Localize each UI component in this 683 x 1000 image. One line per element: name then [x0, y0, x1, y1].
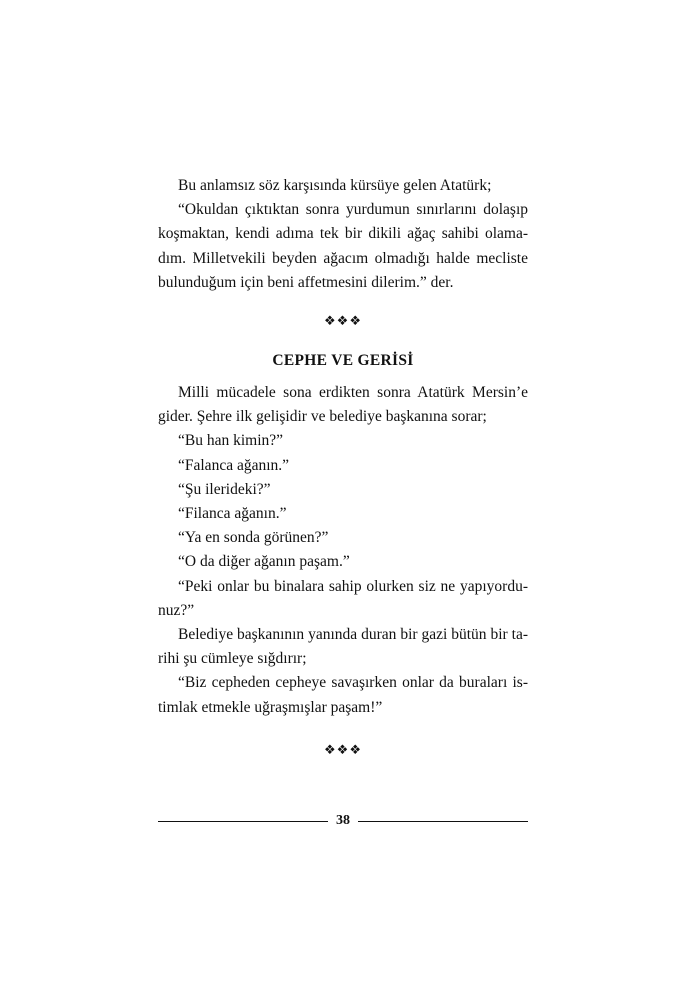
footer-rule-left [158, 821, 328, 822]
text-line: koşmaktan, kendi adıma tek bir dikili ağaç sahibi olama- [158, 225, 528, 243]
text-line: gider. Şehre ilk gelişidir ve belediye başkanına sorar; [158, 408, 487, 426]
text-line: “Falanca ağanın.” [178, 456, 290, 474]
page-body [158, 174, 528, 762]
section-divider-ornament: ❖❖❖ [324, 741, 362, 757]
text-line: “Bu han kimin?” [178, 432, 284, 450]
text-line: rihi şu cümleye sığdırır; [158, 650, 307, 668]
text-line: “Peki onlar bu binalara sahip olurken siz ne yapıyordu- [178, 577, 528, 595]
section-heading: CEPHE VE GERİSİ [272, 352, 414, 370]
text-line: “Ya en sonda görünen?” [178, 529, 329, 547]
text-line: timlak etmekle uğraşmışlar paşam!” [158, 698, 383, 716]
text-line: dım. Milletvekili beyden ağacım olmadığı halde mecliste [158, 249, 528, 267]
text-line: Belediye başkanının yanında duran bir gazi bütün bir ta- [178, 626, 528, 644]
text-line: Bu anlamsız söz karşısında kürsüye gelen Atatürk; [178, 177, 492, 194]
anecdote-paragraph-2 [158, 381, 528, 720]
text-line: “Şu ilerideki?” [178, 480, 271, 498]
footer-rule-right [358, 821, 528, 822]
text-line: “Biz cepheden cepheye savaşırken onlar da buraları is- [178, 674, 528, 692]
page-number: 38 [336, 813, 350, 828]
text-line: “O da diğer ağanın paşam.” [178, 553, 350, 571]
section-divider-ornament: ❖❖❖ [324, 313, 362, 329]
text-line: bulunduğum için beni affetmesini dilerim.” der. [158, 273, 454, 291]
text-line: nuz?” [158, 601, 195, 619]
page-footer [158, 810, 528, 830]
text-line: “Filanca ağanın.” [178, 505, 287, 523]
anecdote-paragraph-1 [158, 174, 528, 295]
text-line: Milli mücadele sona erdikten sonra Atatürk Mersin’e [178, 384, 528, 402]
text-line: “Okuldan çıktıktan sonra yurdumun sınırlarını dolaşıp [178, 201, 528, 219]
